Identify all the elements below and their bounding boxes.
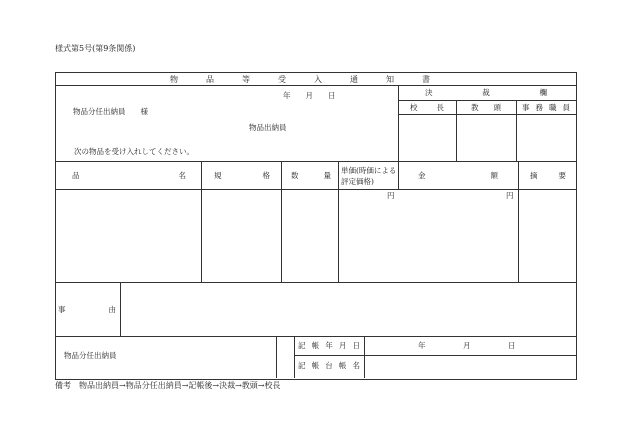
quantity-cell[interactable] bbox=[282, 190, 337, 281]
sender-label: 物品出納員 bbox=[249, 123, 287, 132]
vice-principal-char: 頭 bbox=[493, 103, 501, 112]
approver-clerk bbox=[522, 104, 570, 112]
item-name-cell[interactable] bbox=[56, 190, 200, 281]
clerk-char: 職 bbox=[549, 103, 557, 112]
title-char: 物 bbox=[170, 75, 178, 84]
amount-cell[interactable] bbox=[399, 190, 517, 281]
reason-char: 由 bbox=[108, 305, 116, 314]
approver-principal bbox=[410, 104, 444, 112]
row-line bbox=[55, 85, 576, 86]
signature-box-vice-principal[interactable] bbox=[457, 115, 515, 161]
entry-date-char: 記 bbox=[298, 341, 306, 350]
header-char: 要 bbox=[558, 171, 566, 180]
title-char: 品 bbox=[206, 75, 214, 84]
title-char: 受 bbox=[278, 75, 286, 84]
principal-char: 長 bbox=[436, 103, 444, 112]
entry-date-char: 年 bbox=[325, 341, 333, 350]
clerk-char: 務 bbox=[535, 103, 543, 112]
col-header-amount bbox=[418, 172, 498, 180]
amount-yen: 円 bbox=[506, 191, 514, 200]
ledger-name-char: 名 bbox=[352, 361, 360, 370]
header-char: 品 bbox=[72, 171, 80, 180]
unit-price-cell[interactable] bbox=[339, 190, 397, 281]
remarks-cell[interactable] bbox=[519, 190, 575, 281]
recipient-label: 物品分任出納員 様 bbox=[73, 107, 148, 116]
ledger-name-field[interactable] bbox=[365, 356, 575, 377]
approval-char: 欄 bbox=[539, 88, 547, 97]
clerk-char: 員 bbox=[562, 103, 570, 112]
header-char: 数 bbox=[291, 171, 299, 180]
title-char: 通 bbox=[350, 75, 358, 84]
date-field[interactable]: 年 月 日 bbox=[283, 91, 336, 100]
title-char: 知 bbox=[386, 75, 394, 84]
col-header-item-name bbox=[72, 172, 186, 180]
row-line bbox=[55, 161, 576, 162]
header-char: 額 bbox=[490, 171, 498, 180]
title-char: 入 bbox=[314, 75, 322, 84]
approver-vice-principal bbox=[471, 104, 501, 112]
header-char: 格 bbox=[262, 171, 270, 180]
col-header-remarks bbox=[530, 172, 566, 180]
col-header-quantity bbox=[291, 172, 331, 180]
col-header-unit-price: 単価(時価による評定価格) bbox=[341, 166, 397, 186]
entry-date-char: 月 bbox=[338, 341, 347, 350]
ledger-name-char: 記 bbox=[298, 361, 306, 370]
reason-char: 事 bbox=[58, 305, 66, 314]
signature-box-principal[interactable] bbox=[399, 115, 455, 161]
ledger-name-char: 帳 bbox=[338, 361, 347, 370]
spec-cell[interactable] bbox=[202, 190, 280, 281]
entry-date-char: 日 bbox=[352, 341, 360, 350]
header-char: 規 bbox=[214, 171, 222, 180]
form-label: 様式第5号(第9条関係) bbox=[55, 44, 136, 53]
entry-date-label bbox=[298, 342, 360, 350]
header-char: 金 bbox=[418, 171, 426, 180]
clerk-char: 事 bbox=[522, 103, 530, 112]
unit-price-yen: 円 bbox=[387, 191, 395, 200]
entry-date-char: 帳 bbox=[311, 341, 320, 350]
ledger-name-char: 台 bbox=[325, 361, 333, 370]
approval-char: 裁 bbox=[482, 88, 490, 97]
ledger-name-char: 帳 bbox=[311, 361, 320, 370]
reason-field[interactable] bbox=[121, 283, 575, 335]
col-line bbox=[294, 336, 295, 378]
title-char: 等 bbox=[242, 75, 250, 84]
reason-label bbox=[58, 306, 116, 314]
header-char: 摘 bbox=[530, 171, 538, 180]
approval-char: 決 bbox=[425, 88, 433, 97]
row-line bbox=[55, 336, 576, 337]
footer-note: 備考 物品出納員→物品分任出納員→記帳後→決裁→教頭→校長 bbox=[55, 381, 281, 390]
instruction-text: 次の物品を受け入れしてください。 bbox=[74, 147, 194, 156]
principal-char: 校 bbox=[410, 103, 418, 112]
staff-label: 物品分任出納員 bbox=[64, 351, 117, 360]
col-header-spec bbox=[214, 172, 270, 180]
signature-box-clerk[interactable] bbox=[517, 115, 575, 161]
header-char: 名 bbox=[178, 171, 186, 180]
form-title bbox=[170, 76, 430, 84]
entry-date-value[interactable]: 年 月 日 bbox=[418, 341, 516, 350]
vice-principal-char: 教 bbox=[471, 103, 479, 112]
header-char: 量 bbox=[323, 171, 331, 180]
row-line bbox=[398, 100, 576, 101]
approval-header bbox=[425, 89, 547, 97]
staff-seal-box[interactable] bbox=[277, 337, 293, 377]
title-char: 書 bbox=[422, 75, 430, 84]
ledger-name-label bbox=[298, 362, 360, 370]
